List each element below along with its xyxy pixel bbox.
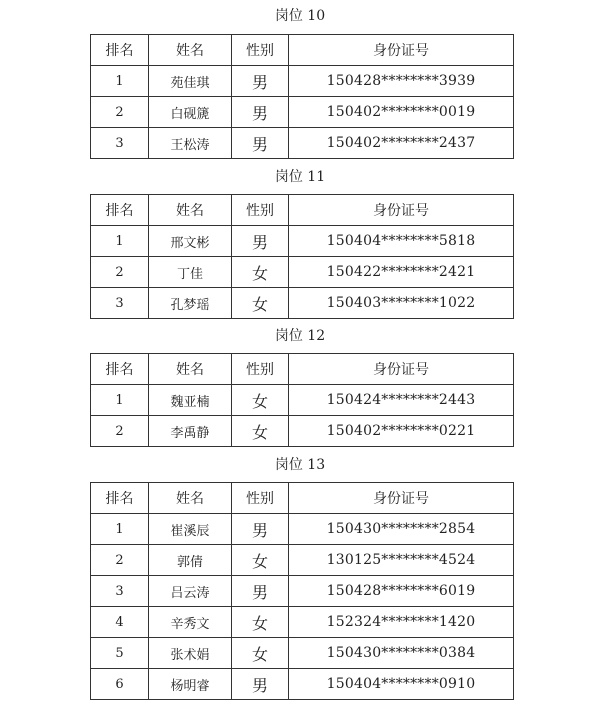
table-row — [91, 288, 514, 319]
table-header-row — [91, 35, 514, 66]
cell-gender: 男 — [232, 97, 289, 128]
cell-rank: 1 — [91, 66, 149, 97]
section-title-position-10: 岗位 10 — [274, 8, 326, 24]
section-title-position-12: 岗位 12 — [274, 328, 326, 344]
cell-rank: 6 — [91, 669, 149, 700]
header-id: 身份证号 — [289, 483, 514, 514]
cell-gender: 男 — [232, 669, 289, 700]
table-row — [91, 514, 514, 545]
cell-name: 郭倩 — [149, 545, 232, 576]
cell-rank: 1 — [91, 226, 149, 257]
header-name: 姓名 — [149, 35, 232, 66]
cell-gender: 男 — [232, 226, 289, 257]
header-name: 姓名 — [149, 195, 232, 226]
table-row — [91, 607, 514, 638]
cell-rank: 3 — [91, 288, 149, 319]
table-header-row — [91, 195, 514, 226]
table-position-10 — [90, 34, 514, 159]
cell-name: 杨明睿 — [149, 669, 232, 700]
cell-name: 辛秀文 — [149, 607, 232, 638]
cell-name: 丁佳 — [149, 257, 232, 288]
cell-id: 150402********0019 — [289, 97, 514, 128]
cell-gender: 女 — [232, 385, 289, 416]
cell-id: 130125********4524 — [289, 545, 514, 576]
table-row — [91, 545, 514, 576]
cell-name: 吕云涛 — [149, 576, 232, 607]
cell-gender: 男 — [232, 128, 289, 159]
table-row — [91, 97, 514, 128]
cell-id: 150402********2437 — [289, 128, 514, 159]
cell-gender: 女 — [232, 416, 289, 447]
table-position-12 — [90, 353, 514, 447]
table-position-11 — [90, 194, 514, 319]
header-gender: 性别 — [232, 195, 289, 226]
cell-id: 150403********1022 — [289, 288, 514, 319]
header-id: 身份证号 — [289, 35, 514, 66]
cell-name: 苑佳琪 — [149, 66, 232, 97]
cell-id: 150404********5818 — [289, 226, 514, 257]
cell-name: 魏亚楠 — [149, 385, 232, 416]
table-row — [91, 66, 514, 97]
cell-id: 150428********6019 — [289, 576, 514, 607]
cell-id: 150430********2854 — [289, 514, 514, 545]
table-row — [91, 416, 514, 447]
cell-rank: 2 — [91, 416, 149, 447]
cell-gender: 男 — [232, 66, 289, 97]
cell-id: 150422********2421 — [289, 257, 514, 288]
cell-name: 李禹静 — [149, 416, 232, 447]
cell-id: 150404********0910 — [289, 669, 514, 700]
header-rank: 排名 — [91, 35, 149, 66]
cell-name: 张术娟 — [149, 638, 232, 669]
cell-rank: 1 — [91, 514, 149, 545]
cell-gender: 女 — [232, 288, 289, 319]
cell-id: 150428********3939 — [289, 66, 514, 97]
cell-rank: 1 — [91, 385, 149, 416]
table-header-row — [91, 483, 514, 514]
cell-gender: 男 — [232, 576, 289, 607]
cell-id: 150430********0384 — [289, 638, 514, 669]
cell-gender: 女 — [232, 545, 289, 576]
cell-gender: 男 — [232, 514, 289, 545]
table-row — [91, 576, 514, 607]
cell-rank: 2 — [91, 545, 149, 576]
cell-id: 150424********2443 — [289, 385, 514, 416]
header-rank: 排名 — [91, 195, 149, 226]
table-position-13 — [90, 482, 514, 700]
header-name: 姓名 — [149, 483, 232, 514]
cell-rank: 4 — [91, 607, 149, 638]
section-title-position-11: 岗位 11 — [274, 169, 326, 185]
header-name: 姓名 — [149, 354, 232, 385]
header-id: 身份证号 — [289, 195, 514, 226]
header-gender: 性别 — [232, 483, 289, 514]
cell-id: 152324********1420 — [289, 607, 514, 638]
cell-name: 崔溪辰 — [149, 514, 232, 545]
header-gender: 性别 — [232, 354, 289, 385]
table-row — [91, 257, 514, 288]
header-gender: 性别 — [232, 35, 289, 66]
table-row — [91, 638, 514, 669]
table-row — [91, 385, 514, 416]
cell-name: 白砚篪 — [149, 97, 232, 128]
header-rank: 排名 — [91, 483, 149, 514]
section-title-position-13: 岗位 13 — [274, 457, 326, 473]
cell-rank: 5 — [91, 638, 149, 669]
cell-gender: 女 — [232, 607, 289, 638]
cell-rank: 2 — [91, 97, 149, 128]
cell-rank: 3 — [91, 128, 149, 159]
table-row — [91, 226, 514, 257]
table-header-row — [91, 354, 514, 385]
cell-rank: 2 — [91, 257, 149, 288]
cell-gender: 女 — [232, 257, 289, 288]
cell-name: 孔梦瑶 — [149, 288, 232, 319]
table-row — [91, 128, 514, 159]
cell-rank: 3 — [91, 576, 149, 607]
cell-id: 150402********0221 — [289, 416, 514, 447]
header-rank: 排名 — [91, 354, 149, 385]
cell-gender: 女 — [232, 638, 289, 669]
cell-name: 邢文彬 — [149, 226, 232, 257]
cell-name: 王松涛 — [149, 128, 232, 159]
header-id: 身份证号 — [289, 354, 514, 385]
table-row — [91, 669, 514, 700]
